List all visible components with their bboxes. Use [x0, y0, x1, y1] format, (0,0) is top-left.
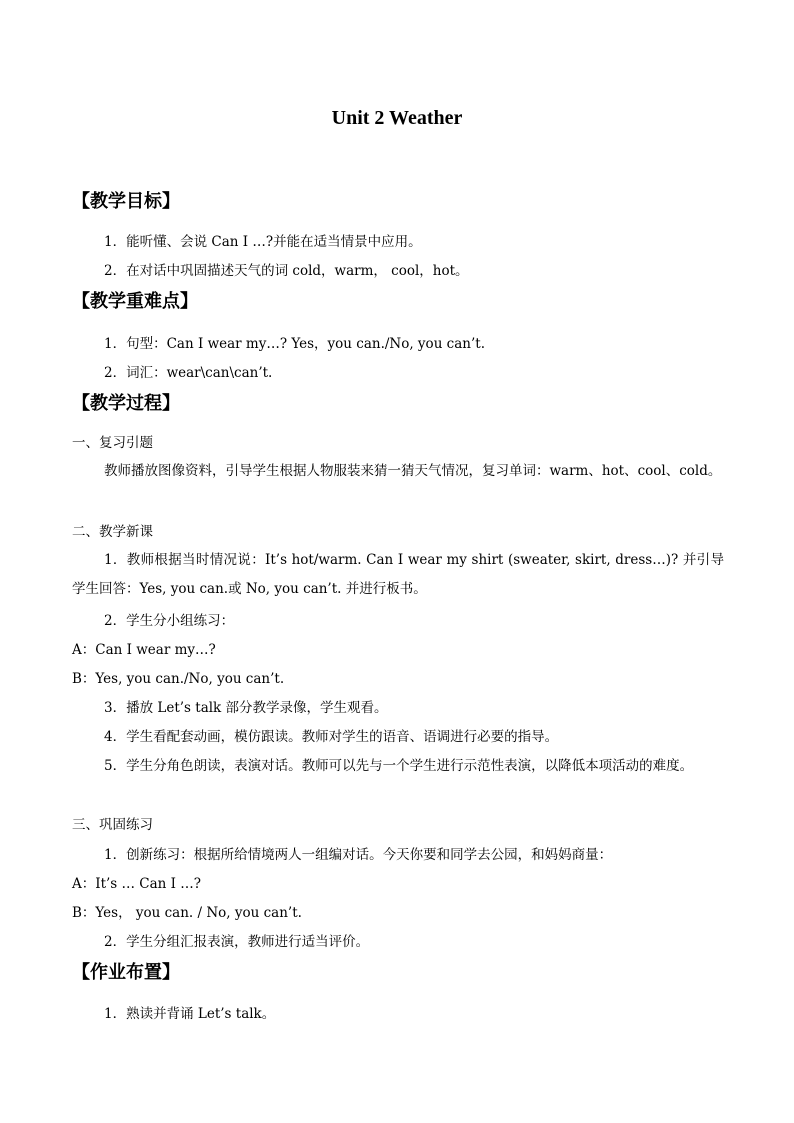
process-part2-title: 二、教学新课 — [72, 524, 153, 540]
process-part2-item2: 2．学生分小组练习： — [104, 613, 235, 629]
heading-teaching-process: 【教学过程】 — [72, 393, 180, 414]
goal-item-2: 2．在对话中巩固描述天气的词 cold，warm， cool，hot。 — [104, 263, 469, 279]
heading-key-points: 【教学重难点】 — [72, 291, 198, 312]
process-part3-dialog-a: A：It’s … Can I …? — [72, 876, 202, 892]
process-part2-item1: 1．教师根据当时情况说：It’s hot/warm. Can I wear my shirt (sweater, skirt, dress…)? 并引导学生回答：Yes, you can.或 No, you can’t. 并进行板书。 — [72, 552, 724, 597]
document-title: Unit 2 Weather — [331, 107, 463, 129]
key-point-item-2: 2．词汇：wear\can\can’t. — [104, 365, 273, 381]
process-part1-paragraph: 教师播放图像资料，引导学生根据人物服装来猜一猜天气情况，复习单词：warm、hot、cool、cold。 — [104, 463, 722, 479]
process-part1-title: 一、复习引题 — [72, 435, 153, 451]
heading-teaching-goals: 【教学目标】 — [72, 191, 180, 212]
process-part2-item4: 4．学生看配套动画，模仿跟读。教师对学生的语音、语调进行必要的指导。 — [104, 729, 559, 745]
process-part2-item3: 3．播放 Let’s talk 部分教学录像，学生观看。 — [104, 700, 388, 716]
process-part2-dialog-a: A：Can I wear my…? — [72, 642, 216, 658]
homework-item-1: 1．熟读并背诵 Let’s talk。 — [104, 1006, 276, 1022]
process-part3-item2: 2．学生分组汇报表演，教师进行适当评价。 — [104, 934, 370, 950]
heading-homework: 【作业布置】 — [72, 962, 180, 983]
process-part3-dialog-b: B：Yes， you can. / No, you can’t. — [72, 905, 302, 921]
key-point-item-1: 1．句型：Can I wear my…? Yes，you can./No, you can’t. — [104, 336, 485, 352]
goal-item-1: 1．能听懂、会说 Can I …?并能在适当情景中应用。 — [104, 234, 422, 250]
process-part3-item1: 1．创新练习：根据所给情境两人一组编对话。今天你要和同学去公园，和妈妈商量： — [104, 847, 613, 863]
process-part2-item5: 5．学生分角色朗读，表演对话。教师可以先与一个学生进行示范性表演，以降低本项活动的难度。 — [104, 758, 694, 774]
process-part2-dialog-b: B：Yes, you can./No, you can’t. — [72, 671, 285, 687]
process-part3-title: 三、巩固练习 — [72, 817, 153, 833]
